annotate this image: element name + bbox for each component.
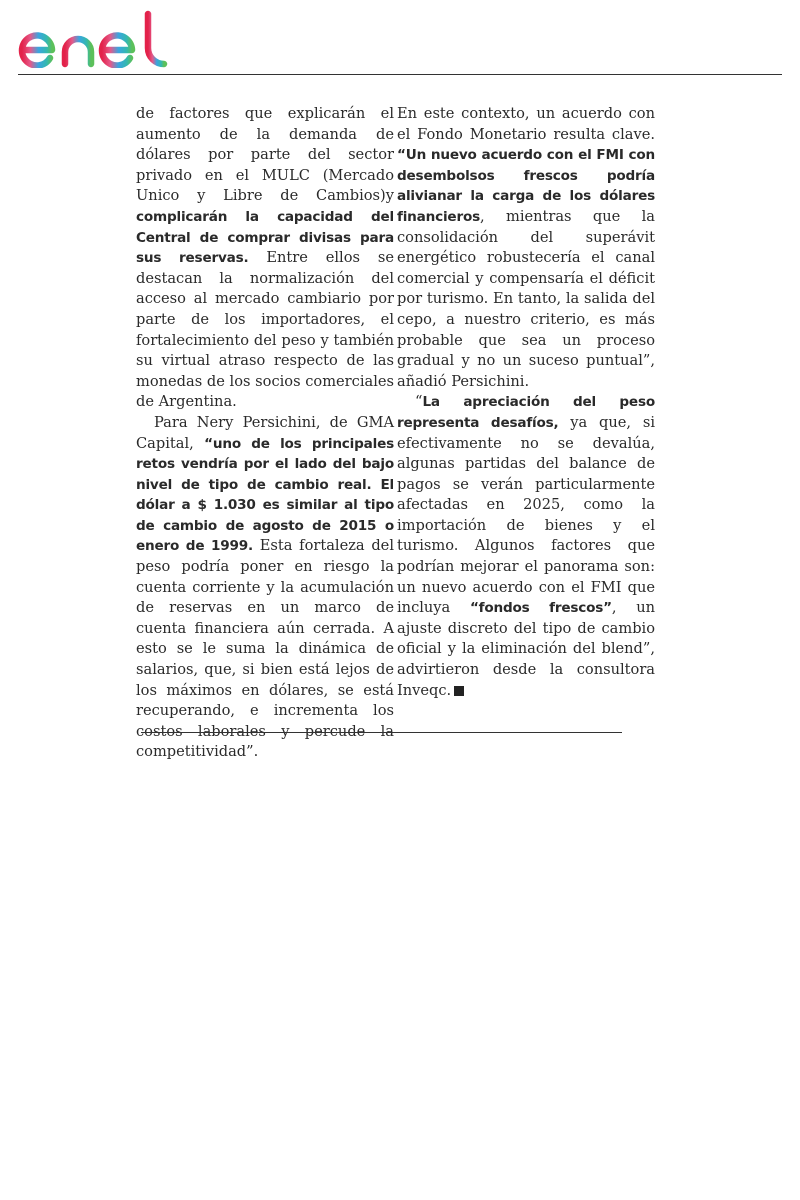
text-run: Para Nery Persichini, de GMA Capital,	[136, 413, 394, 452]
bold-text-run: “fondos frescos”	[469, 600, 612, 617]
text-run: Entre ellos se destacan la normalización del acceso al mercado cambiario por parte de los importadores, el fortalecimiento del peso y también su virtual atraso respecto de las monedas de los socios comerciales de Argentina.	[136, 249, 394, 411]
article-column-right	[397, 104, 655, 701]
bold-text-run: “Un nuevo acuerdo con el FMI con desembolsos frescos podría alivianar la carga de los dólares financieros	[397, 147, 655, 225]
bold-text-run: complicarán la capacidad del Central de comprar divisas para sus reservas.	[136, 208, 394, 267]
text-run: En este contexto, un acuerdo con el Fondo Monetario resulta clave.	[397, 105, 655, 143]
article-column-left	[136, 104, 394, 763]
text-run: , mientras que la consolidación del superávit energético robustecería el canal comercial y compensaría el déficit por turismo. En tanto, la salida del cepo, a nuestro criterio, es más probable que sea un proceso gradual y no un suceso puntual”, añadió Persichini.	[397, 207, 655, 390]
text-run: de factores que explicarán el aumento de la demanda de dólares por parte del sector privado en el MULC (Mercado Unico y Libre de Cambios)y	[136, 105, 394, 205]
end-of-article-mark	[454, 686, 464, 696]
bold-text-run: La apreciación del peso representa desafíos,	[397, 394, 655, 431]
article-end-rule	[141, 732, 622, 733]
article-paragraph	[136, 104, 394, 413]
text-run: Esta fortaleza del peso podría poner en riesgo la cuenta corriente y la acumulación de reservas en un marco de cuenta financiera aún cerrada. A esto se le suma la dinámica de salarios, que, si bien está lejos de los máximos en dólares, se está recuperando, e incrementa los costos laborales y percude la competitividad”.	[136, 537, 394, 761]
text-run: ya que, si efectivamente no se devalúa, algunas partidas del balance de pagos se verán particularmente afectadas en 2025, como la importación de bienes y el turismo. Algunos factores que podrían mejorar el panorama son: un nuevo acuerdo con el FMI que incluya	[397, 413, 655, 617]
text-run: , un ajuste discreto del tipo de cambio oficial y la eliminación del blend”, advirtieron desde la consultora Inveqc.	[397, 599, 656, 699]
article-paragraph	[136, 413, 394, 763]
article-paragraph	[397, 392, 655, 701]
header-rule	[18, 74, 782, 75]
enel-logo	[18, 10, 170, 68]
article-paragraph	[397, 104, 655, 392]
bold-text-run: “uno de los principales retos vendría por el lado del bajo nivel de tipo de cambio real. El dólar a $ 1.030 es similar al tipo de cambio de agosto de 2015 o enero de 1999.	[136, 435, 394, 555]
text-run: “	[415, 393, 423, 411]
